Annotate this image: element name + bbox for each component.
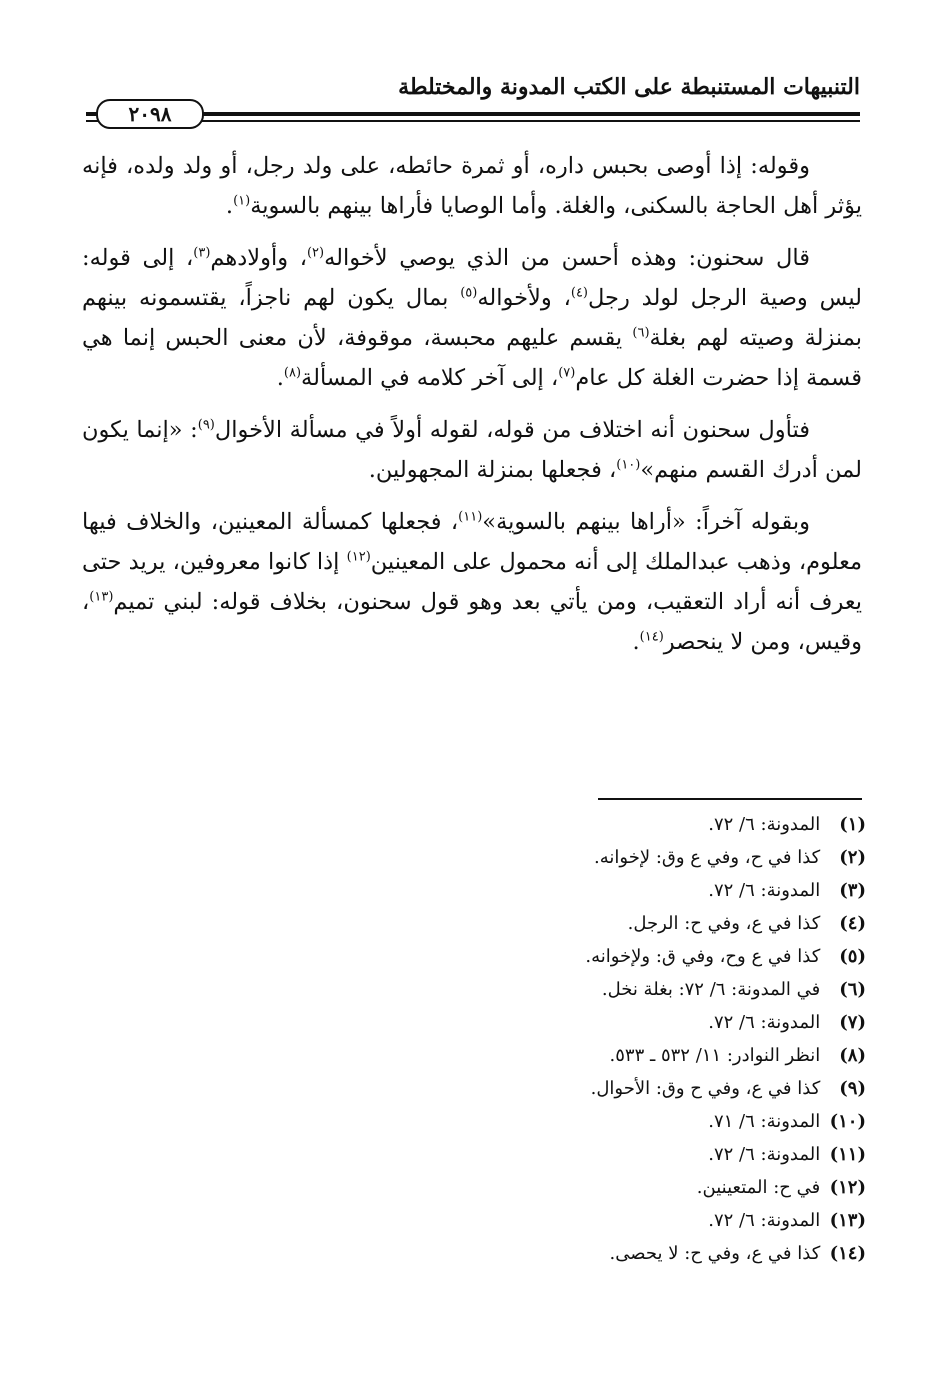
footnote-item (400, 808, 866, 841)
footnote-number: (١) (839, 814, 866, 835)
footnote-item (400, 841, 866, 874)
footnote-item (400, 907, 866, 940)
footnote-text: المدونة: ٦/ ٧١. (708, 1111, 821, 1132)
footnote-ref: (٩) (197, 417, 215, 433)
footnote-number: (١٣) (829, 1210, 866, 1231)
footnote-text: كذا في ع، وفي ح: لا يحصى. (609, 1243, 821, 1264)
footnote-text: المدونة: ٦/ ٧٢. (708, 1210, 821, 1231)
footnote-ref: (٢) (306, 245, 325, 261)
footnote-text: في المدونة: ٦/ ٧٢: بغلة نخل. (601, 979, 821, 1000)
footnote-ref: (١٢) (346, 549, 371, 565)
main-text (82, 146, 862, 674)
footnote-ref: (٣) (193, 245, 211, 261)
footnote-text: انظر النوادر: ١١/ ٥٣٢ ـ ٥٣٣. (609, 1045, 821, 1066)
page-number-badge: ٢٠٩٨ (96, 99, 204, 129)
footnote-ref: (١٤) (639, 629, 664, 645)
footnote-number: (٩) (839, 1078, 866, 1099)
paragraph-4: وبقوله آخراً: «أراها بينهم بالسوية»$^{(١١)}$، فجعلها كمسألة المعينين، والخلاف فيها معلوم، وذهب عبدالملك إلى أنه محمول على المعينين$^{(١٢)}$ إذا كانوا معروفين، يريد حتى يعرف أنه أراد التعقيب، ومن يأتي بعد وهو قول سحنون، بخلاف قوله: لبني تميم$^{(١٣)}$، وقيس، ومن لا ينحصر$^{(١٤)}$. (82, 509, 863, 655)
footnote-number: (١٢) (829, 1177, 866, 1198)
footnote-ref: (٨) (283, 365, 302, 381)
footnote-item (400, 1171, 866, 1204)
footnote-text: كذا في ح، وفي ع وق: لإخوانه. (594, 847, 821, 868)
footnote-item (400, 1237, 866, 1270)
footnote-number: (١١) (829, 1144, 866, 1165)
footnote-ref: (٧) (558, 365, 576, 381)
footnote-ref: (٥) (460, 285, 478, 301)
footnote-item (400, 1138, 866, 1171)
footnote-text: في ح: المتعينين. (696, 1177, 821, 1198)
footnotes-list (400, 808, 866, 1270)
footnote-item (400, 1105, 866, 1138)
footnote-number: (٤) (839, 913, 866, 934)
footnote-item (400, 1006, 866, 1039)
paragraph-3: فتأول سحنون أنه اختلاف من قوله، لقوله أولاً في مسألة الأخوال$^{(٩)}$: «إنما يكون لمن أدرك القسم منهم»$^{(١٠)}$، فجعلها بمنزلة المجهولين. (82, 417, 862, 483)
footnote-ref: (١٠) (616, 457, 641, 473)
footnote-item (400, 1204, 866, 1237)
footnote-number: (١٠) (829, 1111, 866, 1132)
footnote-number: (٥) (839, 946, 866, 967)
footnote-ref: (١٣) (89, 589, 114, 605)
footnote-text: كذا في ع، وفي ح: الرجل. (627, 913, 821, 934)
footnote-separator (598, 798, 862, 800)
footnote-ref: (٦) (632, 325, 650, 341)
footnote-number: (٣) (839, 880, 866, 901)
footnote-text: كذا في ع، وفي ح وق: الأحوال. (590, 1078, 821, 1099)
footnote-number: (١٤) (829, 1243, 866, 1264)
footnote-item (400, 973, 866, 1006)
footnote-ref: (١١) (458, 509, 483, 525)
footnote-number: (٦) (839, 979, 866, 1000)
paragraph-1: وقوله: إذا أوصى بحبس داره، أو ثمرة حائطه، على ولد رجل، أو ولد ولده، فإنه يؤثر أهل الحاجة بالسكنى، والغلة. وأما الوصايا فأراها بينهم بالسوية$^{(١)}$. (82, 153, 862, 219)
footnote-text: المدونة: ٦/ ٧٢. (708, 1144, 821, 1165)
footnote-ref: (٤) (570, 285, 588, 301)
footnote-number: (٨) (839, 1045, 866, 1066)
paragraph-2: قال سحنون: وهذه أحسن من الذي يوصي لأخواله$^{(٢)}$، وأولادهم$^{(٣)}$، إلى قوله: ليس وصية الرجل لولد رجل$^{(٤)}$، ولأخواله$^{(٥)}$ بمال يكون لهم ناجزاً، يقتسمونه بينهم بمنزلة وصيته لهم بغلة$^{(٦)}$ يقسم عليهم محبسة، موقوفة، لأن معنى الحبس إنما هي قسمة إذا حضرت الغلة كل عام$^{(٧)}$، إلى آخر كلامه في المسألة$^{(٨)}$. (82, 245, 862, 391)
footnote-item (400, 1072, 866, 1105)
footnote-text: كذا في ع وح، وفي ق: ولإخوانه. (585, 946, 821, 967)
footnote-ref: (١) (233, 193, 251, 209)
footnote-text: المدونة: ٦/ ٧٢. (708, 814, 821, 835)
running-title: التنبيهات المستنبطة على الكتب المدونة والمختلطة (398, 74, 860, 100)
footnote-item (400, 1039, 866, 1072)
footnote-number: (٧) (839, 1012, 866, 1033)
footnote-item (400, 874, 866, 907)
footnote-number: (٢) (839, 847, 866, 868)
footnote-item (400, 940, 866, 973)
footnote-text: المدونة: ٦/ ٧٢. (708, 880, 821, 901)
footnote-text: المدونة: ٦/ ٧٢. (708, 1012, 821, 1033)
